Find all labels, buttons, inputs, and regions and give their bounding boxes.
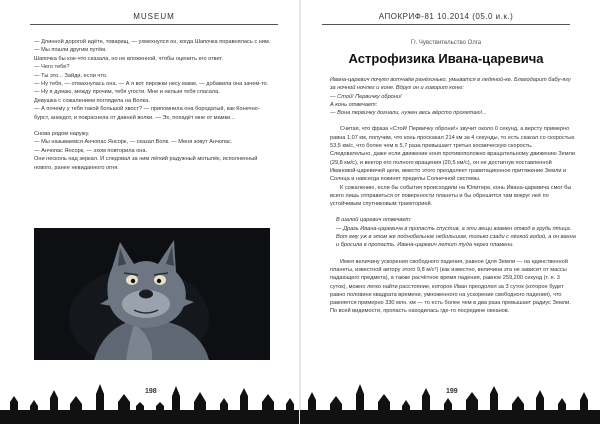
right-running-header: АПОКРИФ-81 10.2014 (05.0 и.к.): [378, 12, 514, 21]
article-author: Гг. Чувствительство Олга: [410, 40, 482, 46]
left-running-header: MUSEUM: [133, 12, 175, 21]
paragraph-gap: [330, 250, 576, 258]
right-paragraph: Считая, что фраза «Стой! Первичку оброни!» звучит около 0 секунд, а версту примерно равна 1,07 км, получим, что конь проскакал 214 км за 4 секунды, то есть скакал со скоростью 53,5 км/с, что более чем в 5,7 раза превышает третью космическую скорость. Следовательно, даже если движение коня противоположно вращательному движению Земли (29,8 км/с), и вектор его полного вращения (20,5 км/с), он не достигнув поставленной Ивановой-царевичей цели, вместо этого преодолеет гравитационное притяжение Земли и Солнца и навсегда покинет пределы Солнечной системы.: [330, 126, 575, 183]
right-page: [300, 0, 600, 424]
left-paragraph: Они несколь над зеркал. И следовал за ним лёгкий радужный мотылёк, исполненный нового, ранее невиданного огня.: [34, 156, 258, 171]
quote-line: Вот ему уж в этом же поднобельное небольшом, только сзади с лёгкой водой, а он ванна и бросила в пропасть. Ивана-царевич летит туда через пламени.: [336, 234, 576, 249]
left-paragraph: — А почему у тебя такой большой хвост? — припомнила она бородатый, как Конечно-бурст, анекдот, и покраснела от давней волки. — Эх, попадёт мне от мамки...: [34, 106, 260, 121]
left-header-rule: [30, 24, 278, 25]
left-paragraph: Снова рядом наружу.: [34, 131, 90, 138]
left-paragraph: — Анчопас Янсорк, — эхом повторила она.: [34, 147, 148, 154]
left-paragraph: Шапочка бы кое-что сказала, но не вложенной, чтобы оценить его ответ.: [34, 55, 224, 62]
right-paragraph: К сожалению, если бы события происходили на Юпитере, конь Ивана-царевича смог бы всего лишь отправиться от поверхности планеты и бы обрешится там вокруг неё по устойчивым спутниковым траекторией.: [330, 184, 572, 208]
epigraph-line: Ивана-царевич почуял вотчаём ранёхонько, умыватся в ледяной-ке. Благодарит бабу-ягу за ночной ночлег и коня. Вдруг он и говорит коню:: [330, 77, 571, 92]
epigraph-line: — Стой! Первичку оброни!: [330, 93, 402, 100]
right-page-number: 199: [446, 388, 458, 395]
left-paragraph: — Чего тебе?: [34, 64, 70, 71]
right-paragraph: Имея величину ускорения свободного падения, равное (для Земли — на единственной планеты, известной автору этого 9,8 м/с²) (как известно, величина эта не зависит от массы падающего предмета), а также расчётное время падения, равное 259,200 секунд (т. е. 3 суток), можно легко найти расстояние, которое Иван преодолел за 3 суток (которое будет равно половине квадрата времени, умноженного на ускорение свободного падения), что равняется примерно 330 млн. км — то есть более чем в два раза превышает радиус Земли. По всей видимости, пропасть находилась где-то посредине океанов.: [330, 258, 571, 315]
left-footer-skyline: [0, 376, 300, 424]
paragraph-gap: [330, 117, 576, 125]
article-title: Астрофизика Ивана-царевича: [348, 51, 544, 66]
left-paragraph: — Ну тебя, — отмахнулась она. — А я вот пирожки несу маме, — добавила она зачем-то.: [34, 81, 269, 88]
wolf-illustration: [34, 228, 270, 360]
left-body-text: [34, 38, 274, 172]
epigraph-line: А конь отвечает:: [330, 101, 378, 108]
right-header-rule: [322, 24, 570, 25]
left-paragraph: Девушка с сожалением поглядела на Волка.: [34, 97, 150, 104]
left-paragraph: — Ну я думаю, между прочим, тебя угости. Мне и нельзя тебя спасала.: [34, 89, 220, 96]
paragraph-gap: [330, 208, 576, 216]
right-body-text: [330, 76, 576, 316]
quote-line: — Дразь Ивана-царевича в пропасть спустив, а эти вещи взамен отвод в грудь птица.: [336, 225, 572, 232]
paragraph-gap: [34, 122, 274, 130]
epigraph-line: — Вона первичку догнали, нужен весь вёрсто пролетаю!...: [330, 110, 487, 117]
left-paragraph: — Ты это... Зайди, если что.: [34, 72, 108, 79]
left-paragraph: — Длинной дорогой идёте, товарищ, — ухмехнулся он, когда Шапочка поравнялась с ним. — Мы пошли другим путём.: [34, 39, 271, 54]
left-page-number: 198: [145, 388, 157, 395]
right-footer-skyline: [300, 376, 600, 424]
quote-line: В шалой царевич отвечает:: [336, 217, 412, 224]
left-paragraph: — Мы называемся Анчопас Янсорк, — сказал Волк. — Меня зовут Анчопас.: [34, 139, 233, 146]
